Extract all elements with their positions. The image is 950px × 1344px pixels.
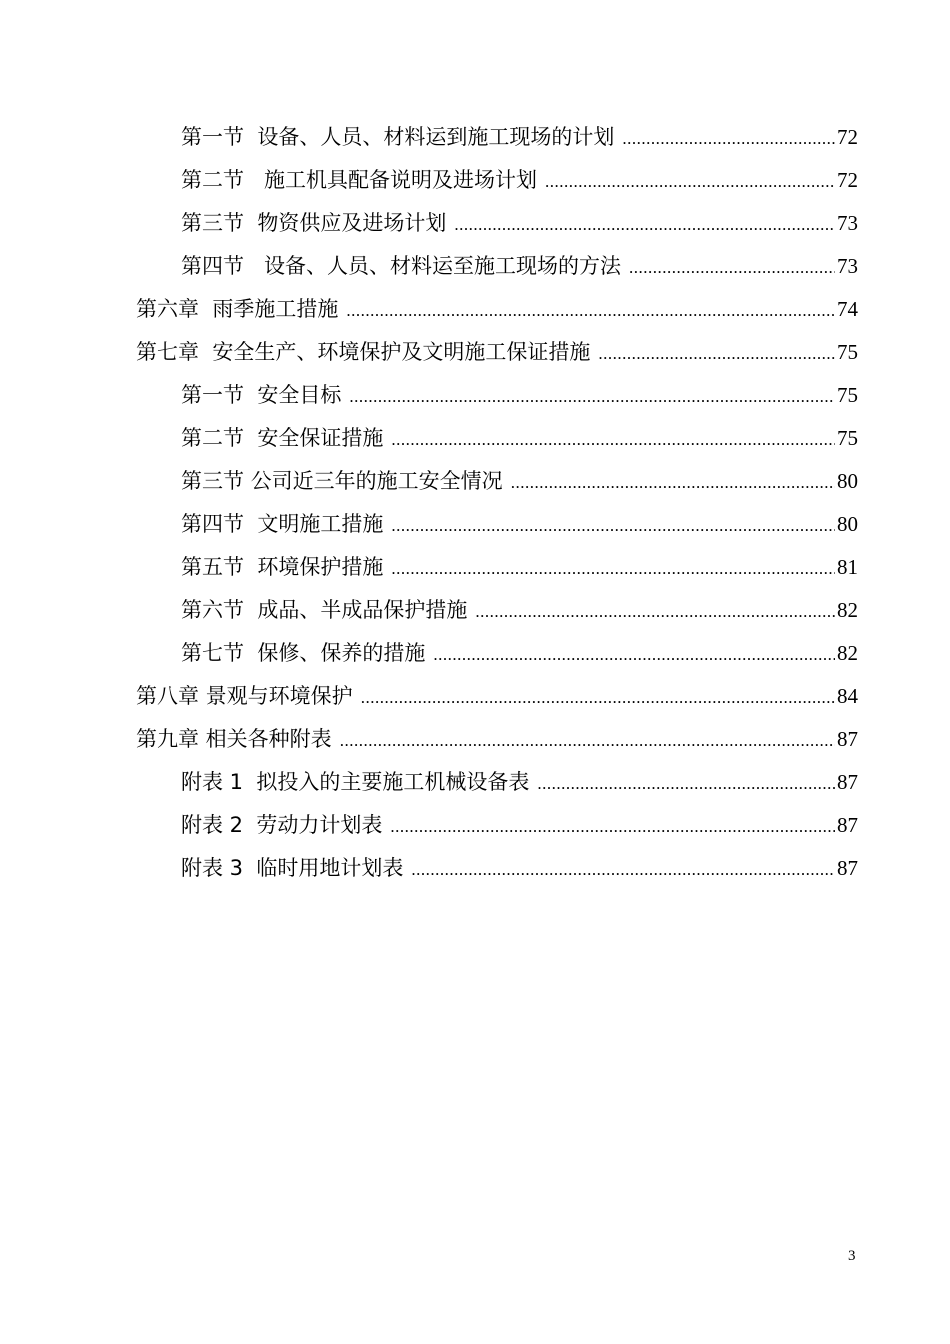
dot-leader: [346, 289, 835, 332]
toc-entry-title: 第一节 安全目标: [181, 383, 342, 407]
toc-entry[interactable]: [0, 460, 858, 503]
toc-entry-page: 87: [837, 727, 858, 751]
toc-entry-title: 第六节 成品、半成品保护措施: [181, 598, 468, 622]
dot-leader: [454, 203, 835, 246]
toc-entry-title: 第一节 设备、人员、材料运到施工现场的计划: [181, 125, 615, 149]
toc-entry-page: 87: [837, 856, 858, 880]
dot-leader: [545, 160, 835, 203]
toc-entry-page: 73: [837, 211, 858, 235]
toc-entry-title: 第五节 环境保护措施: [181, 555, 384, 579]
toc-entry[interactable]: [0, 374, 858, 417]
toc-entry[interactable]: [0, 202, 858, 245]
toc-entry-page: 80: [837, 469, 858, 493]
toc-entry-page: 82: [837, 641, 858, 665]
dot-leader: [340, 719, 835, 762]
toc-entry-page: 84: [837, 684, 858, 708]
dot-leader: [511, 461, 835, 504]
dot-leader: [390, 805, 835, 848]
toc-entry-page: 72: [837, 125, 858, 149]
toc-entry-title: 第七章 安全生产、环境保护及文明施工保证措施: [136, 340, 591, 364]
toc-entry-page: 87: [837, 770, 858, 794]
dot-leader: [629, 246, 835, 289]
table-of-contents: [0, 116, 950, 890]
toc-entry-page: 74: [837, 297, 858, 321]
toc-entry-page: 72: [837, 168, 858, 192]
toc-entry-title: 第七节 保修、保养的措施: [181, 641, 426, 665]
toc-entry[interactable]: [0, 847, 858, 890]
toc-entry[interactable]: [0, 632, 858, 675]
toc-entry-title: 第四节 文明施工措施: [181, 512, 384, 536]
toc-entry-title: 附表 2 劳动力计划表: [181, 813, 383, 837]
toc-entry[interactable]: [0, 718, 858, 761]
toc-entry-page: 73: [837, 254, 858, 278]
dot-leader: [598, 332, 835, 375]
toc-entry[interactable]: [0, 417, 858, 460]
toc-entry[interactable]: [0, 761, 858, 804]
toc-entry-title: 第三节 物资供应及进场计划: [181, 211, 447, 235]
toc-entry[interactable]: [0, 116, 858, 159]
toc-entry-page: 75: [837, 426, 858, 450]
toc-entry-title: 附表 3 临时用地计划表: [181, 856, 404, 880]
toc-entry-title: 第二节 施工机具配备说明及进场计划: [181, 168, 538, 192]
toc-entry[interactable]: [0, 288, 858, 331]
dot-leader: [391, 504, 835, 547]
dot-leader: [537, 762, 835, 805]
toc-entry[interactable]: [0, 589, 858, 632]
toc-entry-title: 附表 1 拟投入的主要施工机械设备表: [181, 770, 530, 794]
dot-leader: [475, 590, 835, 633]
page-number: 3: [848, 1248, 856, 1264]
toc-entry[interactable]: [0, 331, 858, 374]
dot-leader: [361, 676, 835, 719]
toc-entry[interactable]: [0, 675, 858, 718]
toc-entry-title: 第三节 公司近三年的施工安全情况: [181, 469, 503, 493]
dot-leader: [391, 547, 835, 590]
toc-entry-title: 第八章 景观与环境保护: [136, 684, 353, 708]
toc-entry-page: 87: [837, 813, 858, 837]
toc-entry-title: 第九章 相关各种附表: [136, 727, 332, 751]
toc-entry-title: 第六章 雨季施工措施: [136, 297, 339, 321]
toc-entry-page: 75: [837, 340, 858, 364]
dot-leader: [411, 848, 835, 891]
toc-entry[interactable]: [0, 245, 858, 288]
dot-leader: [349, 375, 835, 418]
toc-entry-page: 80: [837, 512, 858, 536]
dot-leader: [433, 633, 835, 676]
toc-entry-title: 第二节 安全保证措施: [181, 426, 384, 450]
toc-entry-title: 第四节 设备、人员、材料运至施工现场的方法: [181, 254, 622, 278]
dot-leader: [391, 418, 835, 461]
toc-entry[interactable]: [0, 503, 858, 546]
toc-entry[interactable]: [0, 159, 858, 202]
toc-entry-page: 81: [837, 555, 858, 579]
toc-entry-page: 75: [837, 383, 858, 407]
dot-leader: [622, 117, 835, 160]
toc-entry[interactable]: [0, 546, 858, 589]
toc-entry-page: 82: [837, 598, 858, 622]
toc-entry[interactable]: [0, 804, 858, 847]
